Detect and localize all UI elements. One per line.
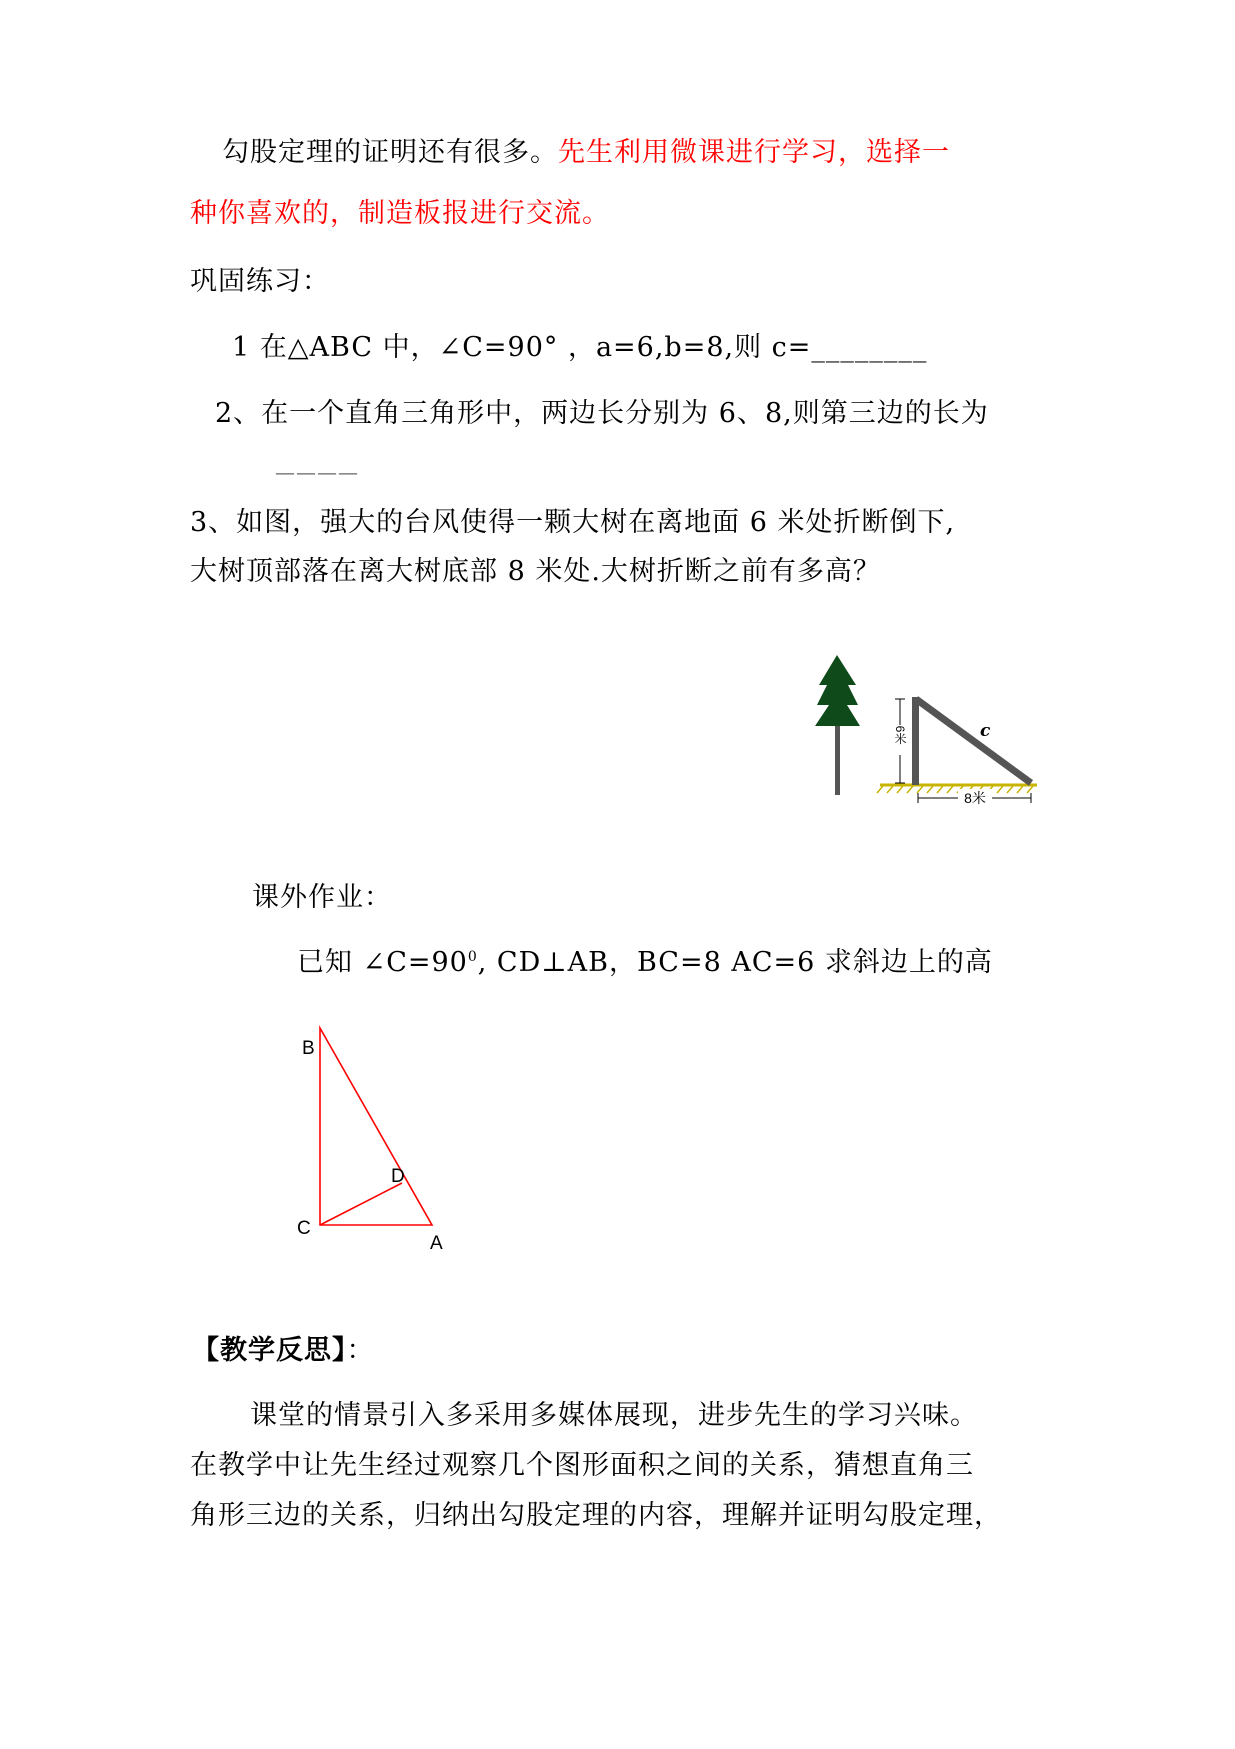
intro-line-1: [222, 135, 950, 171]
reflection-line-2: 在教学中让先生经过观察几个图形面积之间的关系，猜想直角三: [190, 1450, 974, 1481]
fallen-trunk: [916, 699, 1031, 783]
practice-question-3-line-1: 3、如图，强大的台风使得一颗大树在离地面 6 米处折断倒下,: [190, 507, 956, 538]
tree-trunk: [835, 726, 840, 795]
vertex-label-d: D: [391, 1166, 405, 1187]
hypotenuse-label: c: [980, 721, 991, 741]
altitude-cd: [320, 1183, 402, 1225]
homework-statement-rest: , CD⊥AB，BC=8 AC=6 求斜边上的高: [477, 947, 993, 978]
homework-statement: [297, 945, 993, 981]
practice-question-2: 2、在一个直角三角形中，两边长分别为 6、8,则第三边的长为: [215, 398, 989, 429]
reflection-heading: [192, 1333, 375, 1369]
right-triangle-figure: [290, 1015, 460, 1255]
practice-question-1: 1 在△ABC 中，∠C=90° ，a=6,b=8,则 c=________: [232, 332, 928, 363]
reflection-line-3: 角形三边的关系，归纳出勾股定理的内容，理解并证明勾股定理，: [190, 1500, 1002, 1531]
tree-icon: [815, 655, 860, 726]
broken-trunk-stump: [912, 697, 919, 785]
broken-tree-figure: [815, 655, 1045, 805]
ground-hatching: [877, 786, 1033, 793]
intro-highlight-1: 先生利用微课进行学习，选择一: [558, 137, 950, 168]
base-label: 8米: [964, 790, 986, 805]
vertex-label-b: B: [302, 1038, 315, 1059]
height-label: 6米: [893, 725, 907, 745]
homework-statement-text: 已知 ∠C=90: [297, 947, 468, 978]
vertex-label-c: C: [297, 1218, 311, 1239]
reflection-line-1: 课堂的情景引入多采用多媒体展现，进步先生的学习兴味。: [250, 1400, 978, 1431]
practice-question-2-blank: ————: [275, 460, 359, 484]
reflection-heading-suffix: ：: [346, 1335, 375, 1366]
practice-heading: 巩固练习：: [190, 266, 330, 297]
intro-highlight-2: 种你喜欢的，制造板报进行交流。: [190, 198, 610, 229]
intro-text: 勾股定理的证明还有很多。: [222, 137, 558, 168]
vertex-label-a: A: [430, 1233, 443, 1254]
reflection-heading-text: 【教学反思】: [192, 1335, 347, 1366]
degree-superscript: 0: [467, 949, 478, 965]
homework-heading: 课外作业：: [252, 882, 392, 913]
practice-question-3-line-2: 大树顶部落在离大树底部 8 米处.大树折断之前有多高？: [190, 556, 881, 587]
